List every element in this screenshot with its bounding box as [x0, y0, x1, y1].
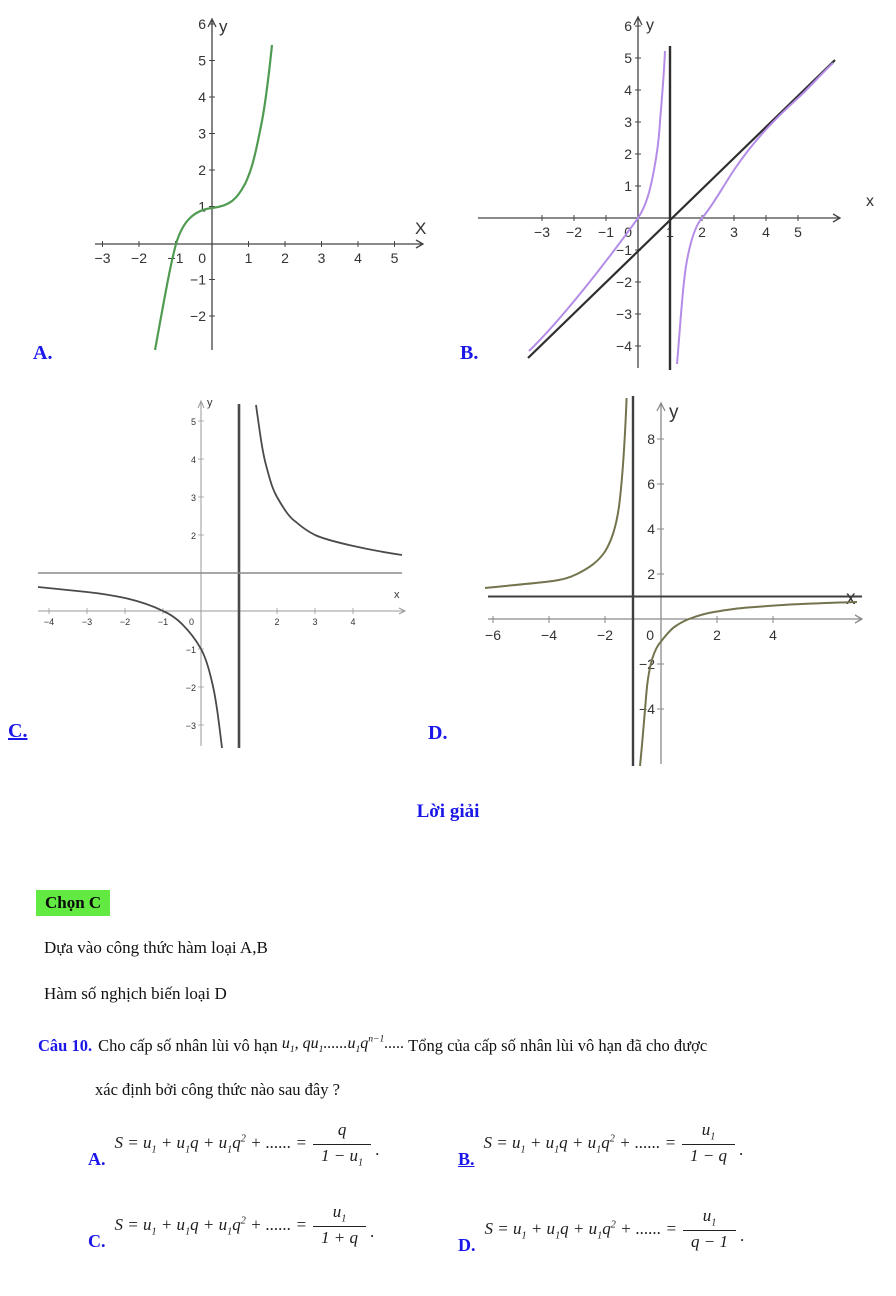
tick-label: 0	[646, 627, 654, 643]
tick-label: −4	[541, 627, 557, 643]
tick-label: −2	[597, 627, 613, 643]
tick-label: −3	[81, 617, 93, 627]
tick-label: 2	[624, 146, 632, 162]
tick-label: −2	[566, 224, 582, 240]
tick-label: 2	[198, 162, 206, 178]
graph-d-figure	[478, 388, 874, 770]
answer-graph-label-c: C.	[8, 720, 28, 742]
tick-label: 1	[198, 198, 206, 215]
tick-label: 3	[312, 617, 318, 627]
tick-label: −4	[639, 701, 655, 717]
b-y-axis	[634, 17, 642, 368]
b-hyperbola-left	[529, 51, 665, 351]
tick-label: 4	[190, 455, 196, 465]
axis-label-y: y	[207, 397, 213, 409]
tick-label: 0	[624, 224, 632, 240]
axis-label-y: y	[219, 17, 228, 36]
sequence-formula: $u_1$, $qu_1......u_1q^{n-1}$.....	[281, 1033, 405, 1056]
option-d-formula: $S = u_1 + u_1q + u_1q^2$ + ...... = $\frac{u_1}{q - 1}$ .	[485, 1206, 745, 1254]
chosen-answer-badge: Chọn C	[36, 890, 110, 916]
tick-label: 2	[698, 224, 706, 240]
tick-label: 4	[198, 89, 206, 105]
tick-label: −4	[616, 338, 632, 354]
a-y-axis	[208, 19, 216, 350]
question-10-line1	[38, 1033, 894, 1058]
axis-label-x: x	[394, 589, 400, 601]
tick-label: −2	[190, 308, 206, 324]
axis-label-y: y	[669, 402, 679, 423]
tick-label: 3	[624, 114, 632, 130]
tick-label: −2	[131, 250, 147, 266]
tick-label: −1	[616, 242, 632, 258]
option-b	[458, 1106, 743, 1182]
tick-label: −4	[43, 617, 55, 627]
tick-label: −1	[157, 617, 169, 627]
option-a-formula: $S = u_1 + u_1q + u_1q^2$ + ...... = $\frac{q}{1 - u_1}$ .	[114, 1120, 380, 1168]
tick-label: 4	[762, 224, 770, 240]
graph-a-figure	[85, 6, 435, 358]
d-hyperbola-left	[485, 398, 627, 588]
tick-label: −6	[485, 627, 501, 643]
tick-label: −1	[167, 250, 184, 266]
axis-label-x: X	[415, 219, 427, 238]
a-x-axis	[95, 240, 423, 248]
solution-heading: Lời giải	[416, 801, 480, 822]
tick-label: 5	[624, 50, 632, 66]
option-b-formula: $S = u_1 + u_1q + u_1q^2$ + ...... = $\frac{u_1}{1 - q}$ .	[484, 1120, 744, 1168]
question-10-line2: xác định bởi công thức nào sau đây ?	[95, 1080, 340, 1099]
answer-graph-label-a: A.	[33, 342, 53, 364]
axis-label-x: x	[846, 588, 856, 609]
d-y-axis	[657, 403, 665, 764]
graph-b-figure	[450, 6, 890, 374]
tick-label: 3	[190, 493, 196, 503]
tick-label: 2	[274, 617, 280, 627]
option-c-label: C.	[88, 1231, 106, 1251]
tick-label: 4	[647, 521, 655, 537]
tick-label: 6	[647, 476, 655, 492]
option-a-label: A.	[88, 1149, 106, 1169]
a-cubic-curve	[155, 45, 272, 350]
tick-label: −1	[185, 645, 196, 655]
tick-label: −3	[534, 224, 550, 240]
tick-label: 4	[350, 617, 356, 627]
option-d	[458, 1192, 744, 1268]
axis-label-x: x	[866, 193, 874, 210]
tick-label: 3	[730, 224, 738, 240]
axis-label-y: y	[646, 17, 654, 34]
option-c-formula: $S = u_1 + u_1q + u_1q^2$ + ...... = $\frac{u_1}{1 + q}$ .	[115, 1202, 375, 1250]
tick-label: −2	[119, 617, 131, 627]
solution-note-2: Hàm số nghịch biến loại D	[44, 984, 227, 1003]
tick-label: 0	[188, 617, 194, 627]
option-a	[88, 1106, 379, 1182]
tick-label: −1	[190, 271, 206, 288]
tick-label: −2	[639, 656, 655, 672]
tick-label: 5	[190, 417, 196, 427]
tick-label: 1	[666, 224, 674, 240]
tick-label: 4	[624, 82, 632, 98]
answer-graph-label-b: B.	[460, 342, 479, 364]
question-text-tail: Tổng của cấp số nhân lùi vô hạn đã cho được	[404, 1036, 708, 1055]
d-hyperbola-right	[640, 602, 857, 766]
tick-label: 6	[198, 16, 206, 32]
tick-label: 0	[198, 250, 206, 266]
option-d-label: D.	[458, 1235, 476, 1255]
tick-label: −1	[598, 224, 614, 240]
tick-label: 2	[281, 250, 289, 266]
b-x-axis	[478, 214, 840, 222]
tick-label: 2	[647, 566, 655, 582]
tick-label: 8	[647, 431, 655, 447]
b-hyperbola-right	[677, 63, 833, 364]
tick-label: −3	[616, 306, 632, 322]
tick-label: 2	[190, 531, 196, 541]
question-number: Câu 10.	[38, 1036, 93, 1055]
tick-label: 5	[794, 224, 802, 240]
tick-label: −3	[94, 250, 111, 266]
answer-graph-label-d: D.	[428, 722, 448, 744]
option-c	[88, 1188, 374, 1264]
graph-c-figure	[28, 388, 413, 750]
a-tick-marks	[103, 24, 395, 316]
question-text-lead: Cho cấp số nhân lùi vô hạn	[98, 1036, 282, 1055]
tick-label: 2	[713, 627, 721, 643]
c-hyperbola-right	[256, 405, 402, 555]
tick-label: 4	[354, 250, 362, 266]
tick-label: 3	[198, 125, 206, 142]
tick-label: 4	[769, 627, 777, 643]
c-x-axis	[38, 608, 405, 614]
tick-label: −2	[616, 274, 632, 290]
tick-label: 5	[198, 52, 206, 69]
tick-label: −3	[185, 721, 196, 731]
tick-label: 5	[390, 250, 399, 266]
tick-label: −2	[185, 683, 196, 693]
tick-label: 6	[624, 18, 632, 34]
tick-label: 1	[624, 178, 632, 194]
tick-label: 1	[244, 250, 253, 266]
solution-note-1: Dựa vào công thức hàm loại A,B	[44, 938, 268, 957]
tick-label: 3	[317, 250, 326, 266]
option-b-label: B.	[458, 1149, 475, 1169]
d-x-axis	[488, 615, 862, 623]
